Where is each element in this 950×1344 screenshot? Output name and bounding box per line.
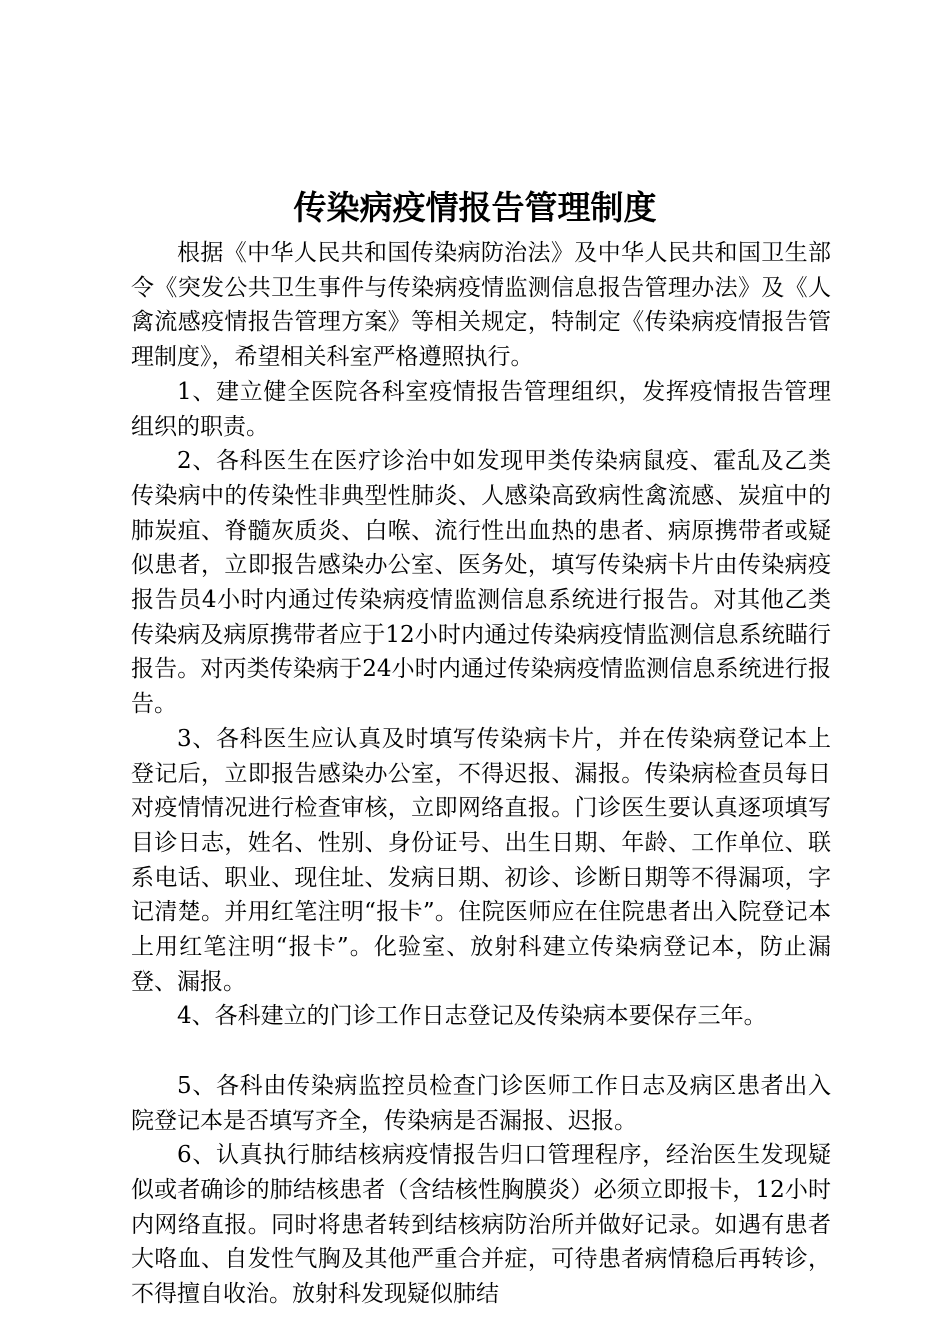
paragraph-item-3: 3、各科医生应认真及时填写传染病卡片，并在传染病登记本上登记后，立即报告感染办公室，不得迟报、漏报。传染病检查员每日对疫情情况进行检查审核，立即网络直报。门诊医生要认真逐项填写目诊日志，姓名、性别、身份证号、出生日期、年龄、工作单位、联系电话、职业、现住址、发病日期、初诊、诊断日期等不得漏项，字记清楚。并用红笔注明“报卡”。住院医师应在住院患者出入院登记本上用红笔注明“报卡”。化验室、放射科建立传染病登记本，防止漏登、漏报。	[131, 725, 831, 995]
paragraph-intro: 根据《中华人民共和国传染病防治法》及中华人民共和国卫生部令《突发公共卫生事件与传染病疫情监测信息报告管理办法》及《人禽流感疫情报告管理方案》等相关规定，特制定《传染病疫情报告管理制度》，希望相关科室严格遵照执行。	[131, 240, 831, 371]
document-body	[131, 236, 831, 1312]
blank-line	[131, 1034, 831, 1069]
paragraph-item-1: 1、建立健全医院各科室疫情报告管理组织，发挥疫情报告管理组织的职责。	[131, 378, 831, 440]
paragraph-item-2: 2、各科医生在医疗诊治中如发现甲类传染病鼠疫、霍乱及乙类传染病中的传染性非典型性肺炎、人感染高致病性禽流感、炭疽中的肺炭疽、脊髓灰质炎、白喉、流行性出血热的患者、病原携带者或疑似患者，立即报告感染办公室、医务处，填写传染病卡片由传染病疫报告员4小时内通过传染病疫情监测信息系统进行报告。对其他乙类传染病及病原携带者应于12小时内通过传染病疫情监测信息系统瞄行报告。对丙类传染病于24小时内通过传染病疫情监测信息系统进行报告。	[131, 448, 831, 718]
paragraph-item-6: 6、认真执行肺结核病疫情报告归口管理程序，经治医生发现疑似或者确诊的肺结核患者（含结核性胸膜炎）必须立即报卡，12小时内网络直报。同时将患者转到结核病防治所并做好记录。如遇有患者大咯血、自发性气胸及其他严重合并症，可待患者病情稳后再转诊，不得擅自收治。放射科发现疑似肺结	[131, 1142, 831, 1308]
paragraph-item-4: 4、各科建立的门诊工作日志登记及传染病本要保存三年。	[177, 1003, 767, 1030]
document-title: 传染病疫情报告管理制度	[293, 188, 657, 227]
paragraph-item-5: 5、各科由传染病监控员检查门诊医师工作日志及病区患者出入院登记本是否填写齐全，传染病是否漏报、迟报。	[131, 1072, 831, 1134]
